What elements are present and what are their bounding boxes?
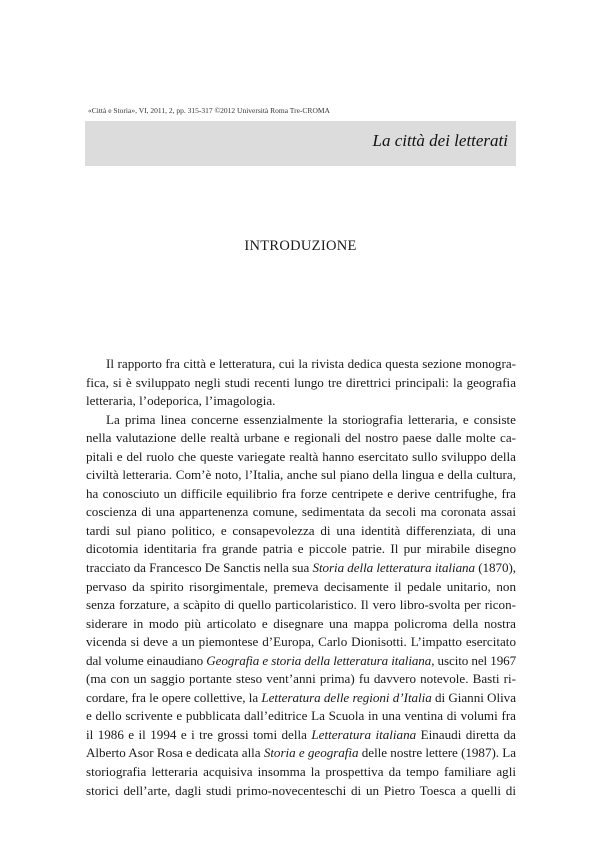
text-line bbox=[86, 689, 516, 708]
text-span: cordare, fra le opere collettive, la bbox=[86, 689, 262, 705]
text-span: storici dell’arte, dagli studi primo-novecenteschi di un Pietro Toesca a quelli di bbox=[86, 782, 516, 798]
text-line bbox=[86, 392, 516, 411]
text-line bbox=[86, 596, 516, 615]
text-span: civiltà letteraria. Com’è noto, l’Italia, anche sul piano della lingua e della cultura, bbox=[86, 467, 516, 483]
text-line bbox=[86, 652, 516, 671]
text-line bbox=[86, 355, 516, 374]
text-span: dicotomia identitaria fra grande patria e piccole patrie. Il pur mirabile disegno bbox=[86, 541, 516, 557]
section-title: La città dei letterati bbox=[372, 131, 508, 150]
text-span: (ma con un saggio portante steso vent’anni prima) fu davvero notevole. Basti ri- bbox=[86, 671, 516, 687]
text-span: delle nostre lettere (1987). La bbox=[358, 745, 517, 761]
text-line bbox=[86, 540, 516, 559]
text-span: e dello scrivente e pubblicata dall’editrice La Scuola in una ventina di volumi fra bbox=[86, 708, 516, 724]
text-span: tracciato da Francesco De Sanctis nella sua bbox=[86, 560, 313, 576]
text-span: Einaudi diretta da bbox=[416, 726, 516, 742]
text-line bbox=[86, 374, 516, 393]
text-line bbox=[86, 615, 516, 634]
italic-title-span: Geografia e storia della letteratura italiana bbox=[206, 652, 432, 668]
text-line bbox=[86, 633, 516, 652]
text-span: coscienza di una appartenenza comune, sedimentata da secoli ma coronata assai bbox=[86, 504, 516, 520]
text-span: Alberto Asor Rosa e dedicata alla bbox=[86, 745, 264, 761]
text-span: storiografia letteraria acquisiva insomma la prospettiva da tempo familiare agli bbox=[86, 764, 516, 780]
text-span: letteraria, l’odeporica, l’imagologia. bbox=[86, 393, 276, 409]
text-line bbox=[86, 411, 516, 430]
text-span: , uscito nel 1967 bbox=[431, 652, 517, 668]
text-line bbox=[86, 448, 516, 467]
text-span: di Gianni Oliva bbox=[431, 689, 516, 705]
text-span: fica, si è sviluppato negli studi recenti lungo tre direttrici principali: la geografia bbox=[86, 374, 516, 390]
text-line bbox=[86, 503, 516, 522]
text-span: ha conosciuto un difficile equilibrio fra forze centripete e derive centrifughe, fra bbox=[86, 485, 516, 501]
italic-title-span: Storia e geografia bbox=[263, 745, 359, 761]
section-header-band bbox=[85, 121, 516, 166]
article-title: INTRODUZIONE bbox=[244, 238, 357, 254]
italic-title-span: Letteratura delle regioni d’Italia bbox=[261, 689, 432, 705]
text-span: il 1986 e il 1994 e i tre grossi tomi della bbox=[86, 726, 312, 742]
italic-title-span: Letteratura italiana bbox=[311, 726, 417, 742]
text-line bbox=[86, 670, 516, 689]
text-span: siderare in modo più articolato e disegnare una mappa policroma della nostra bbox=[86, 615, 516, 631]
text-span: (1870), bbox=[475, 560, 516, 576]
text-span: pitali e del ruolo che queste variegate realtà hanno esercitato sullo sviluppo della bbox=[86, 448, 516, 464]
body-text bbox=[86, 355, 516, 800]
text-line bbox=[86, 744, 516, 763]
text-line bbox=[86, 429, 516, 448]
text-span: Il rapporto fra città e letteratura, cui la rivista dedica questa sezione monogra- bbox=[106, 356, 516, 371]
text-span: pervaso da spirito risorgimentale, premeva decisamente il pedale unitario, non bbox=[86, 578, 516, 594]
text-span: senza forzature, a scàpito di quello particolaristico. Il vero libro-svolta per ricon- bbox=[86, 597, 516, 613]
text-line bbox=[86, 578, 516, 597]
text-line bbox=[86, 763, 516, 782]
text-line bbox=[86, 707, 516, 726]
text-line bbox=[86, 485, 516, 504]
italic-title-span: Storia della letteratura italiana bbox=[312, 560, 476, 576]
text-line bbox=[86, 559, 516, 578]
text-span: tardi sul piano politico, e consapevolezza di una identità differenziata, di una bbox=[86, 522, 516, 538]
running-head: «Città e Storia», VI, 2011, 2, pp. 315-317 ©2012 Università Roma Tre-CROMA bbox=[88, 106, 330, 115]
text-line bbox=[86, 466, 516, 485]
text-line bbox=[86, 726, 516, 745]
text-line bbox=[86, 522, 516, 541]
text-span: dal volume einaudiano bbox=[86, 652, 207, 668]
text-span: vicenda si deve a un piemontese d’Europa, Carlo Dionisotti. L’impatto esercitato bbox=[86, 634, 516, 650]
text-line bbox=[86, 782, 516, 801]
text-span: La prima linea concerne essenzialmente la storiografia letteraria, e consiste bbox=[106, 411, 516, 427]
text-span: nella valutazione delle realtà urbane e regionali del nostro paese dalle molte ca- bbox=[86, 430, 516, 446]
